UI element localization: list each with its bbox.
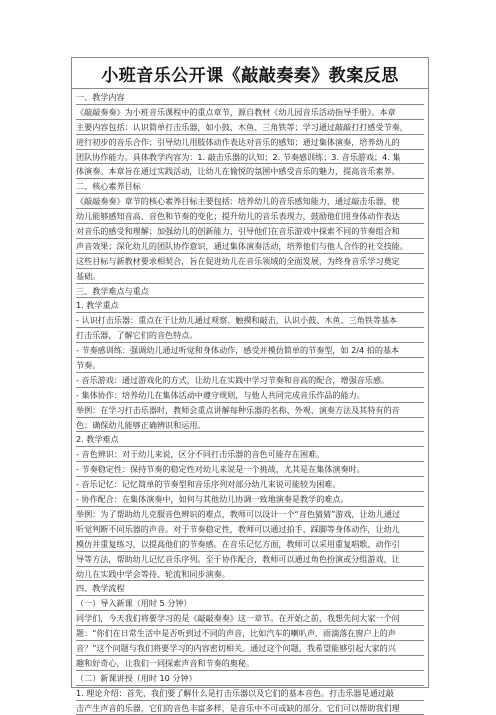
text-line: - 节奏稳定性：保持节奏的稳定性对幼儿来说是一个挑战，尤其是在集体演奏时。 <box>76 462 424 477</box>
document-title: 小班音乐公开课《敲敲奏奏》教案反思 <box>72 58 428 89</box>
text-line: 题：“你们在日常生活中是否听到过不同的声音，比如汽车的喇叭声、雨滴落在窗户上的声 <box>76 626 424 641</box>
text-line: 节奏。 <box>76 358 424 373</box>
text-line: （一）导入新课（用时 5 分钟） <box>76 596 424 611</box>
text-line: 举例：为了帮助幼儿克服音色辨识的难点，教师可以设计一个“音色猜猜”游戏，让幼儿通过 <box>76 507 424 522</box>
text-line: - 音色辨识：对于幼儿来说，区分不同打击乐器的音色可能存在困难。 <box>76 447 424 462</box>
text-line: 幼儿能够感知音高、音色和节奏的变化；提升幼儿的音乐表现力，鼓励他们用身体动作表达 <box>76 209 424 224</box>
text-line: 1. 理论介绍：首先，我们要了解什么是打击乐器以及它们的基本音色。打击乐器是通过敲 <box>76 686 424 701</box>
text-line: 二、核心素养目标 <box>76 179 424 194</box>
text-line: 四、教学流程 <box>76 581 424 596</box>
text-line: 1. 教学重点 <box>76 298 424 313</box>
document-body <box>72 89 428 715</box>
text-line: - 认识打击乐器：重点在于让幼儿通过观察、触摸和敲击，认识小鼓、木鱼、三角铁等基本 <box>76 313 424 328</box>
text-line: 举例：在学习打击乐器时，教师会重点讲解每种乐器的名称、外观、演奏方法及其特有的音 <box>76 403 424 418</box>
text-line: 听觉判断不同乐器的声音。对于节奏稳定性，教师可以通过拍手、踩脚等身体动作，让幼儿 <box>76 522 424 537</box>
text-line: 色；确保幼儿能够正确辨识和运用。 <box>76 418 424 433</box>
text-line: 三、教学难点与重点 <box>76 284 424 299</box>
text-line: - 音乐游戏：通过游戏化的方式，让幼儿在实践中学习节奏和音高的配合，增强音乐感。 <box>76 373 424 388</box>
text-line: 同学们，今天我们将要学习的是《敲敲奏奏》这一章节。在开始之前，我想先问大家一个问 <box>76 611 424 626</box>
text-line: 团队协作能力。具体教学内容为：1. 敲击乐器的认知；2. 节奏感训练；3. 音乐游戏；4. 集 <box>76 150 424 165</box>
text-line: - 协作配合：在集体演奏中，如何与其他幼儿协调一致地演奏是教学的难点。 <box>76 492 424 507</box>
text-line: 趣和好奇心，让我们一同探索声音和节奏的奥秘。 <box>76 656 424 671</box>
text-line: - 节奏感训练：强调幼儿通过听觉和身体动作，感受并模仿简单的节奏型，如 2/4 拍的基本 <box>76 343 424 358</box>
text-line: （二）新课讲授（用时 10 分钟） <box>76 671 424 686</box>
text-line: 主要内容包括：认识简单打击乐器，如小鼓、木鱼、三角铁等；学习通过敲敲打打感受节奏， <box>76 120 424 135</box>
text-line: 《敲敲奏奏》章节的核心素养目标主要包括：培养幼儿的音乐感知能力，通过敲击乐器，使 <box>76 194 424 209</box>
text-line: 2. 教学难点 <box>76 432 424 447</box>
text-line: 进行初步的音乐合作；引导幼儿用肢体动作表达对音乐的感知；通过集体演奏，培养幼儿的 <box>76 135 424 150</box>
text-line: 音？”这个问题与我们将要学习的内容密切相关。通过这个问题，我希望能够引起大家的兴 <box>76 641 424 656</box>
text-line: 《敲敲奏奏》为小班音乐课程中的重点章节，源自教材《幼儿园音乐活动指导手册》。本章 <box>76 105 424 120</box>
text-line: 这些目标与新教材要求相契合，旨在促进幼儿在音乐领域的全面发展，为终身音乐学习奠定 <box>76 254 424 269</box>
text-line: 击产生声音的乐器，它们的音色丰富多样，是音乐中不可或缺的部分。它们可以帮助我们理 <box>76 701 424 715</box>
text-line: 对音乐的感受和理解；加强幼儿的创新能力，引导他们在音乐游戏中探索不同的节奏组合和 <box>76 224 424 239</box>
document-page <box>71 57 429 713</box>
text-line: 声音效果；深化幼儿的团队协作意识，通过集体演奏活动，培养他们与他人合作的社交技能。 <box>76 239 424 254</box>
text-line: - 音乐记忆：记忆简单的节奏型和音乐序列对部分幼儿来说可能较为困难。 <box>76 477 424 492</box>
text-line: 体演奏。本章旨在通过实践活动，让幼儿在愉悦的氛围中感受音乐的魅力，提高音乐素养。 <box>76 164 424 179</box>
text-line: 导等方法，帮助幼儿记忆音乐序列。至于协作配合，教师可以通过角色扮演或分组游戏，让 <box>76 552 424 567</box>
text-line: 一、教学内容 <box>76 90 424 105</box>
text-line: 幼儿在实践中学会等待、轮流和同步演奏。 <box>76 567 424 582</box>
text-line: 模仿并重复练习，以提高他们的节奏感。在音乐记忆方面，教师可以采用重复唱歌、动作引 <box>76 537 424 552</box>
text-line: 基础。 <box>76 269 424 284</box>
text-line: 打击乐器，了解它们的音色特点。 <box>76 328 424 343</box>
text-line: - 集体协作：培养幼儿在集体活动中遵守规则，与他人共同完成音乐作品的能力。 <box>76 388 424 403</box>
